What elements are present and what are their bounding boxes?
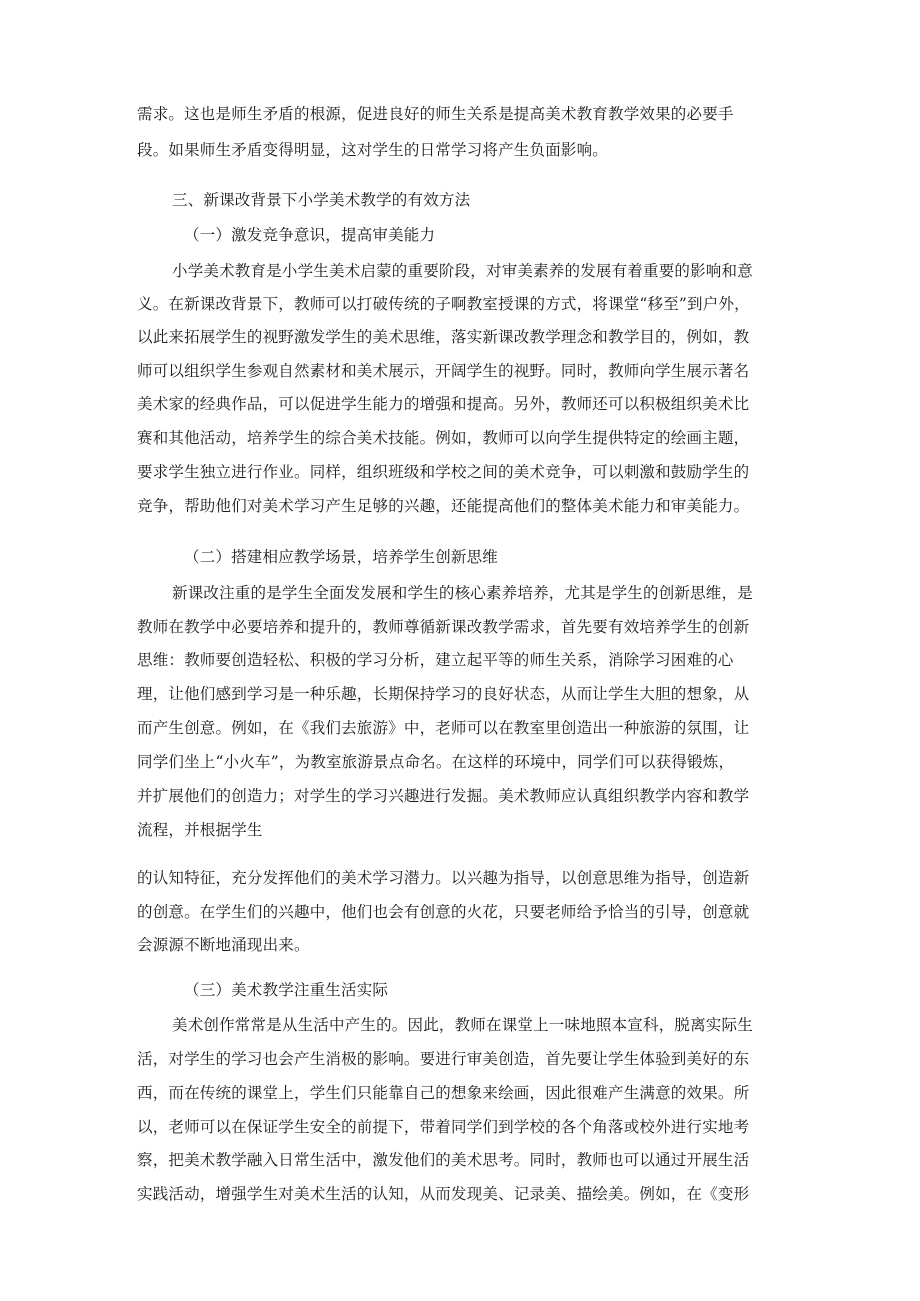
text-line: 而产生创意。例如，在《我们去旅游》中，老师可以在教室里创造出一种旅游的氛围，让 <box>137 719 750 737</box>
text-line: 以，老师可以在保证学生安全的前提下，带着同学们到学校的各个角落或校外进行实地考 <box>137 1118 750 1136</box>
text-line: 并扩展他们的创造力；对学生的学习兴趣进行发掘。美术教师应认真组织教学内容和教学 <box>137 787 750 805</box>
text-line: 思维：教师要创造轻松、积极的学习分析，建立起平等的师生关系，消除学习困难的心 <box>137 651 734 669</box>
text-line: 流程，并根据学生 <box>137 821 263 839</box>
text-line: 竞争，帮助他们对美术学习产生足够的兴趣，还能提高他们的整体美术能力和审美能力。 <box>137 497 750 515</box>
text-line: 西，而在传统的课堂上，学生们只能靠自己的想象来绘画，因此很难产生满意的效果。所 <box>137 1084 750 1102</box>
text-line: 活，对学生的学习也会产生消极的影响。要进行审美创造，首先要让学生体验到美好的东 <box>137 1050 750 1068</box>
text-line: 察，把美术教学融入日常生活中，激发他们的美术思考。同时，教师也可以通过开展生活 <box>137 1151 750 1169</box>
text-line: 小学美术教育是小学生美术启蒙的重要阶段，对审美素养的发展有着重要的影响和意 <box>172 262 753 280</box>
text-line: 的认知特征，充分发挥他们的美术学习潜力。以兴趣为指导，以创意思维为指导，创造新 <box>137 869 750 887</box>
text-line: 实践活动，增强学生对美术生活的认知，从而发现美、记录美、描绘美。例如，在《变形 <box>137 1185 750 1203</box>
text-line: 师可以组织学生参观自然素材和美术展示，开阔学生的视野。同时，教师向学生展示著名 <box>137 362 750 380</box>
text-line: 段。如果师生矛盾变得明显，这对学生的日常学习将产生负面影响。 <box>137 141 609 159</box>
text-line: 的创意。在学生们的兴趣中，他们也会有创意的火花，只要老师给予恰当的引导，创意就 <box>137 903 750 921</box>
text-line: 义。在新课改背景下，教师可以打破传统的子啊教室授课的方式，将课堂“移至”到户外， <box>137 295 750 313</box>
text-line: 新课改注重的是学生全面发发展和学生的核心素养培养，尤其是学生的创新思维，是 <box>172 584 753 602</box>
text-line: 会源源不断地涌现出来。 <box>137 936 310 954</box>
text-line: 要求学生独立进行作业。同样，组织班级和学校之间的美术竞争，可以刺激和鼓励学生的 <box>137 463 750 481</box>
text-line: 教师在教学中必要培养和提升的，教师尊循新课改教学需求，首先要有效培养学生的创新 <box>137 618 750 636</box>
text-line: 美术家的经典作品，可以促进学生能力的增强和提高。另外，教师还可以积极组织美术比 <box>137 395 750 413</box>
text-line: 同学们坐上“小火车”，为教室旅游景点命名。在这样的环境中，同学们可以获得锻炼， <box>137 753 735 771</box>
text-line: 需求。这也是师生矛盾的根源，促进良好的师生关系是提高美术教育教学效果的必要手 <box>137 105 734 123</box>
text-line: 以此来拓展学生的视野激发学生的美术思维，落实新课改教学理念和教学目的，例如，教 <box>137 328 750 346</box>
subsection-heading: （三）美术教学注重生活实际 <box>184 981 389 999</box>
section-heading: 三、新课改背景下小学美术教学的有效方法 <box>172 191 471 209</box>
subsection-heading: （二）搭建相应教学场景，培养学生创新思维 <box>184 548 499 566</box>
text-line: 理，让他们感到学习是一种乐趣，长期保持学习的良好状态，从而让学生大胆的想象，从 <box>137 685 750 703</box>
text-line: 美术创作常常是从生活中产生的。因此，教师在课堂上一味地照本宣科，脱离实际生 <box>172 1016 753 1034</box>
text-line: 赛和其他活动，培养学生的综合美术技能。例如，教师可以向学生提供特定的绘画主题， <box>137 429 750 447</box>
subsection-heading: （一）激发竞争意识，提高审美能力 <box>184 226 436 244</box>
